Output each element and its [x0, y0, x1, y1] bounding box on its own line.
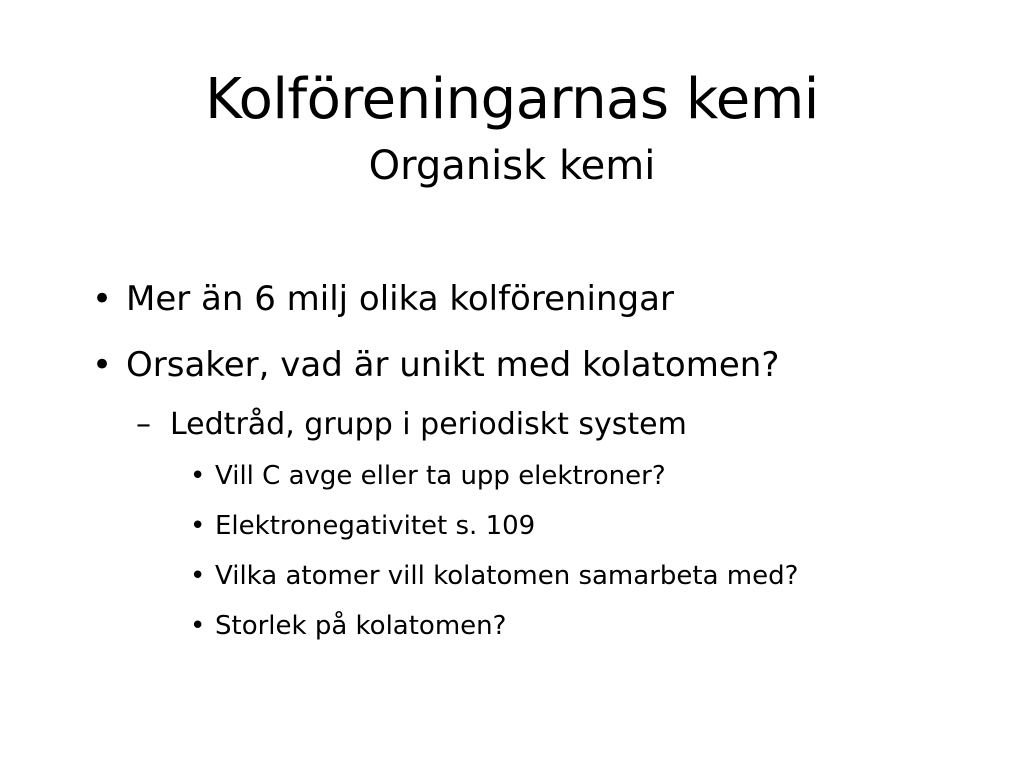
slide-subtitle: Organisk kemi	[368, 143, 656, 189]
sub-sub-bullet-item: Elektronegativitet s. 109	[215, 511, 536, 541]
bullet-item: Orsaker, vad är unikt med kolatomen?	[126, 345, 780, 385]
bullet-marker: •	[92, 279, 113, 319]
sub-bullet-marker: –	[136, 407, 151, 442]
bullet-item: Mer än 6 milj olika kolföreningar	[126, 279, 674, 319]
bullet-marker: •	[92, 345, 113, 385]
sub-sub-bullet-item: Vill C avge eller ta upp elektroner?	[215, 461, 666, 491]
sub-sub-bullet-marker: •	[190, 611, 206, 641]
sub-sub-bullet-marker: •	[190, 561, 206, 591]
sub-sub-bullet-item: Vilka atomer vill kolatomen samarbeta med?	[215, 561, 799, 591]
slide-title: Kolföreningarnas kemi	[205, 67, 819, 132]
sub-sub-bullet-marker: •	[190, 511, 206, 541]
sub-sub-bullet-marker: •	[190, 461, 206, 491]
sub-sub-bullet-item: Storlek på kolatomen?	[215, 611, 507, 641]
sub-bullet-item: Ledtråd, grupp i periodiskt system	[170, 407, 687, 442]
